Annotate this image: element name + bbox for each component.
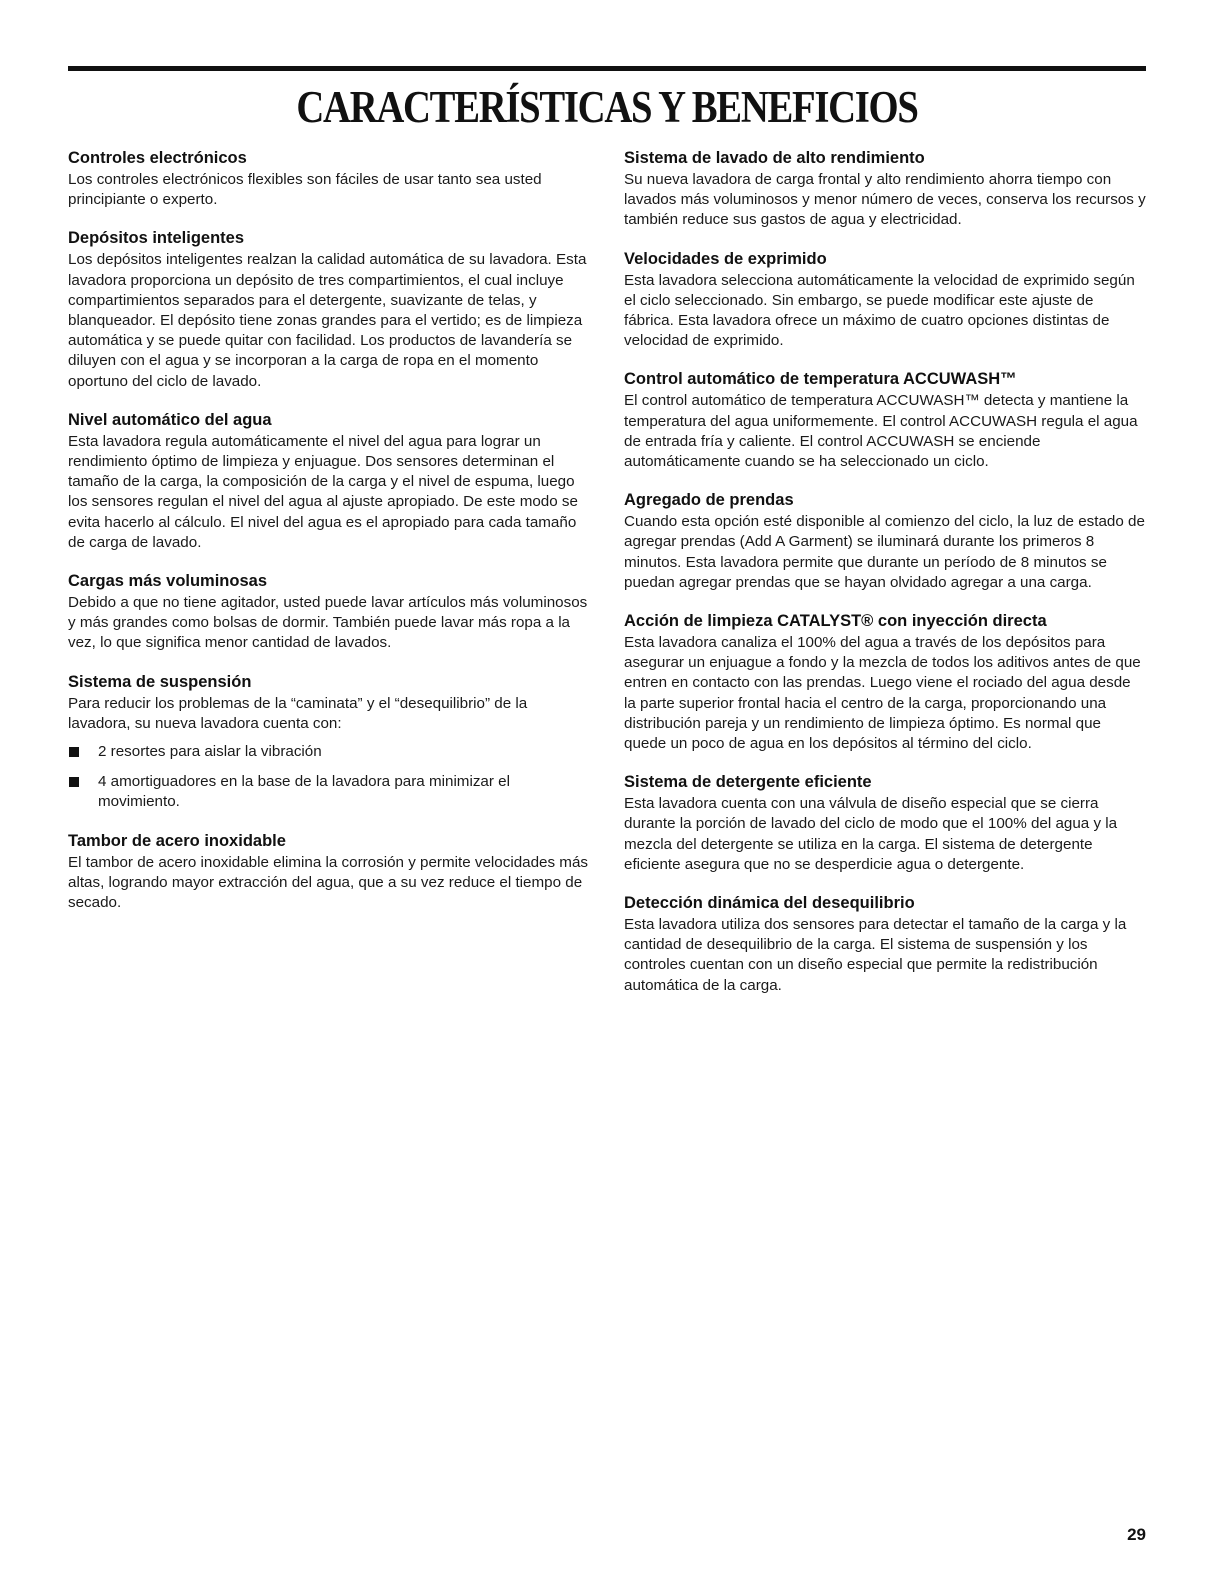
section-heading: Controles electrónicos <box>68 149 247 167</box>
section-heading: Agregado de prendas <box>624 491 794 510</box>
section-accion-limpieza-catalyst <box>624 611 1146 754</box>
section-controles-electronicos <box>68 148 589 210</box>
section-tambor-acero-inoxidable <box>68 831 589 914</box>
section-body: Los depósitos inteligentes realzan la calidad automática de su lavadora. Esta lavadora proporciona un depósito de tres compartimientos, el cual incluye compartimientos separados para el detergente, suavizante de telas, y blanqueador. El depósito tiene zonas grandes para el vertido; es de limpieza automática y se puede quitar con facilidad. Los productos de lavandería se diluyen con el agua y se incorporan a la carga de ropa en el momento oportuno del ciclo de lavado. <box>68 251 587 390</box>
section-velocidades-exprimido <box>624 249 1146 352</box>
section-heading: Acción de limpieza CATALYST® con inyección directa <box>624 612 1047 631</box>
section-body: El tambor de acero inoxidable elimina la corrosión y permite velocidades más altas, logrando mayor extracción del agua, que a su vez reduce el tiempo de secado. <box>68 853 589 912</box>
section-nivel-automatico-agua <box>68 410 589 553</box>
list-item <box>68 772 589 812</box>
section-heading: Tambor de acero inoxidable <box>68 831 286 850</box>
section-lavado-alto-rendimiento <box>624 148 1146 231</box>
section-body: Cuando esta opción esté disponible al comienzo del ciclo, la luz de estado de agregar prendas (Add A Garment) se iluminará durante los primeros 8 minutos. Esta lavadora permite que durante un período de 8 minutos se puedan agregar prendas que se hayan olvidado agregar a una carga. <box>624 513 1145 591</box>
section-body: Debido a que no tiene agitador, usted puede lavar artículos más voluminosos y más grandes como bolsas de dormir. También puede lavar más ropa a la vez, lo que significa menor cantidad de lavados. <box>68 594 588 652</box>
section-heading: Velocidades de exprimido <box>624 249 827 268</box>
section-body: Para reducir los problemas de la “caminata” y el “desequilibrio” de la lavadora, su nueva lavadora cuenta con: <box>68 694 528 732</box>
section-detergente-eficiente <box>624 772 1146 875</box>
left-column <box>68 148 589 931</box>
square-bullet-icon <box>69 747 79 757</box>
list-item-text: 2 resortes para aislar la vibración <box>98 743 322 761</box>
right-column <box>624 148 1146 1014</box>
section-body: Esta lavadora utiliza dos sensores para detectar el tamaño de la carga y la cantidad de desequilibrio de la carga. El sistema de suspensión y los controles cuentan con un diseño especial que permite la redistribución automática de la carga. <box>624 916 1127 994</box>
list-item-text: 4 amortiguadores en la base de la lavadora para minimizar el movimiento. <box>98 773 510 811</box>
section-heading: Detección dinámica del desequilibrio <box>624 894 915 913</box>
section-control-temperatura-accuwash <box>624 369 1146 472</box>
section-body: Su nueva lavadora de carga frontal y alto rendimiento ahorra tiempo con lavados más voluminosos y menor número de veces, conserva los recursos y también reduce sus gastos de agua y electricidad. <box>624 171 1146 229</box>
section-body: Esta lavadora cuenta con una válvula de diseño especial que se cierra durante la porción de lavado del ciclo de modo que el 100% del agua y la mezcla del detergente se utiliza en la carga. El sistema de detergente eficiente asegura que no se desperdicie agua o detergente. <box>624 795 1118 873</box>
section-cargas-mas-voluminosas <box>68 571 589 654</box>
section-deteccion-desequilibrio <box>624 893 1146 996</box>
section-depositos-inteligentes <box>68 228 589 391</box>
section-body: Esta lavadora regula automáticamente el nivel del agua para lograr un rendimiento óptimo de limpieza y enjuague. Dos sensores determinan el tamaño de la carga, la composición de la carga y el nivel de espuma, luego los sensores regulan el nivel del agua al ajuste apropiado. De este modo se evita hacerlo al cálculo. El nivel del agua es el apropiado para cada tamaño de carga de lavado. <box>68 432 578 551</box>
square-bullet-icon <box>69 777 79 787</box>
section-heading: Sistema de lavado de alto rendimiento <box>624 149 925 167</box>
section-body: Los controles electrónicos flexibles son fáciles de usar tanto sea usted principiante o experto. <box>68 171 542 209</box>
section-heading: Control automático de temperatura ACCUWASH™ <box>624 370 1017 389</box>
section-heading: Cargas más voluminosas <box>68 572 267 591</box>
section-heading: Depósitos inteligentes <box>68 229 245 248</box>
section-heading: Nivel automático del agua <box>68 410 272 429</box>
list-item <box>68 742 589 762</box>
top-rule <box>68 66 1146 71</box>
section-agregado-prendas <box>624 490 1146 593</box>
section-body: Esta lavadora canaliza el 100% del agua a través de los depósitos para asegurar un enjuague a fondo y la mezcla de todos los aditivos antes de que entren en contacto con las prendas. Luego viene el rociado del agua desde la parte superior frontal hacia el centro de la carga, proporcionando una distribución pareja y un rendimiento de limpieza óptimo. Es normal que quede un poco de agua en los depósitos al término del ciclo. <box>624 634 1141 753</box>
section-body: Esta lavadora selecciona automáticamente la velocidad de exprimido según el ciclo seleccionado. Sin embargo, se puede modificar este ajuste de fábrica. Esta lavadora ofrece un máximo de cuatro opciones distintas de velocidad de exprimido. <box>624 271 1135 350</box>
section-heading: Sistema de suspensión <box>68 672 252 691</box>
section-body: El control automático de temperatura ACCUWASH™ detecta y mantiene la temperatura del agua uniformemente. El control ACCUWASH regula el agua de entrada fría y caliente. El control ACCUWASH se enciende automáticamente cuando se ha seleccionado un ciclo. <box>624 392 1138 471</box>
section-heading: Sistema de detergente eficiente <box>624 773 872 792</box>
page-title: CARACTERÍSTICAS Y BENEFICIOS <box>296 82 918 132</box>
bullet-list <box>68 742 589 813</box>
section-sistema-suspension <box>68 672 589 813</box>
page-number: 29 <box>1127 1525 1146 1544</box>
